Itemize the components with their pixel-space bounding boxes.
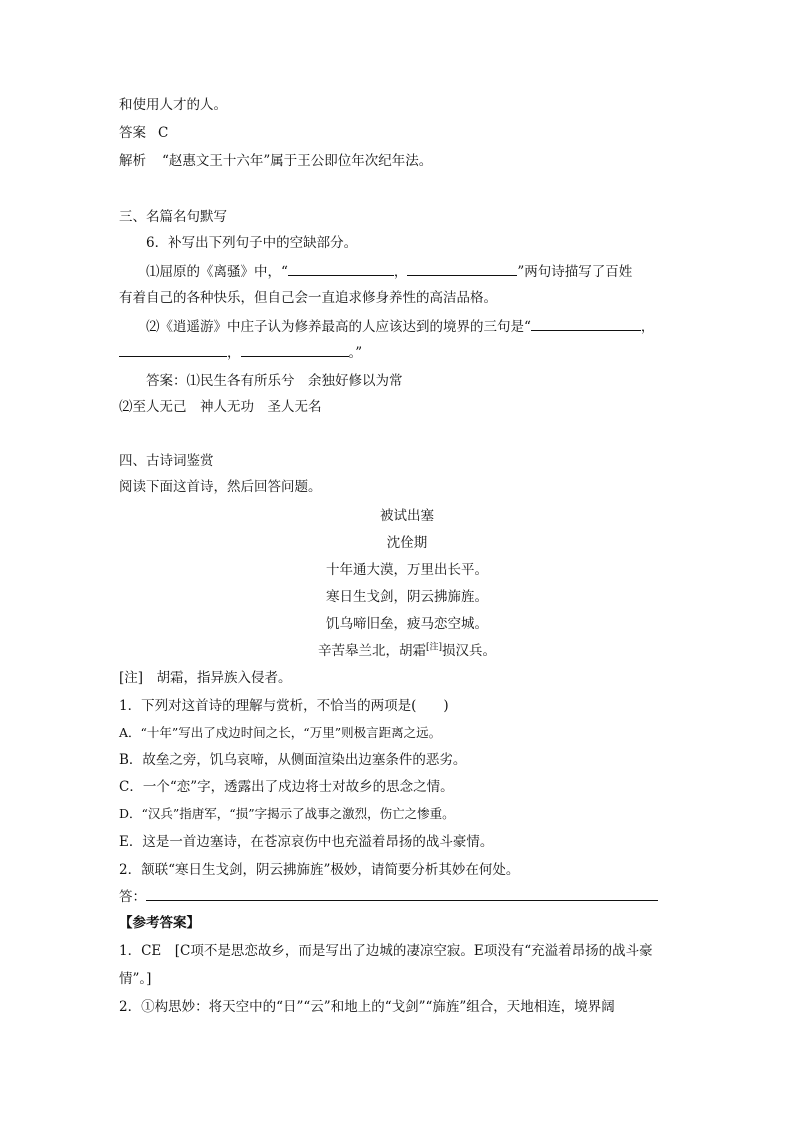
answer-blank[interactable] bbox=[146, 887, 658, 901]
option-e: E．这是一首边塞诗，在苍凉哀伤中也充溢着昂扬的战斗豪情。 bbox=[119, 834, 494, 850]
option-b: B．故垒之旁，饥乌哀啼，从侧面渲染出边塞条件的恶劣。 bbox=[119, 752, 467, 768]
fill-blank[interactable] bbox=[288, 262, 394, 276]
analysis-text: “赵惠文王十六年”属于王公即位年次纪年法。 bbox=[162, 153, 433, 169]
question-6-2-continued bbox=[119, 343, 362, 362]
reference-answer-1: 1．CE [C项不是思恋故乡，而是写出了边城的凄凉空寂。E项没有“充溢着昂扬的战斗豪 bbox=[119, 943, 653, 959]
fill-blank[interactable] bbox=[407, 262, 517, 276]
section-intro: 阅读下面这首诗，然后回答问题。 bbox=[119, 479, 322, 495]
q6-2-suffix: 。” bbox=[348, 345, 363, 361]
poem-line-part: 损汉兵。 bbox=[442, 643, 497, 659]
question-2: 2．颔联“寒日生戈剑，阴云拂旆旌”极妙，请简要分析其妙在何处。 bbox=[119, 862, 520, 878]
question-6: 6．补写出下列句子中的空缺部分。 bbox=[146, 235, 358, 251]
answer-line bbox=[119, 124, 168, 142]
poem-line: 饥乌啼旧垒，疲马恋空城。 bbox=[326, 616, 488, 632]
poem-title: 被试出塞 bbox=[380, 508, 434, 524]
reference-answer-2: 2．①构思妙：将天空中的“日”“云”和地上的“戈剑”“旆旌”组合，天地相连，境界阔 bbox=[119, 999, 615, 1015]
option-c: C．一个“恋”字，透露出了戍边将士对故乡的思念之情。 bbox=[119, 779, 454, 795]
answer-value: C bbox=[158, 125, 169, 141]
section-heading: 三、名篇名句默写 bbox=[119, 209, 227, 225]
q6-2-separator: ， bbox=[227, 345, 241, 361]
q6-2-prefix: ⑵《逍遥游》中庄子认为修养最高的人应该达到的境界的三句是“ bbox=[146, 319, 531, 335]
q6-1-separator: ， bbox=[393, 264, 408, 280]
fill-blank[interactable] bbox=[119, 343, 227, 357]
question-6-2 bbox=[146, 317, 654, 336]
answer-label: 答案 bbox=[119, 125, 146, 141]
question-1: 1．下列对这首诗的理解与赏析，不恰当的两项是( ) bbox=[119, 698, 449, 714]
poem-line-part: 辛苦皋兰北，胡霜 bbox=[317, 643, 426, 659]
reference-answer-1-continued: 情”。] bbox=[119, 971, 152, 987]
answer-prompt-line bbox=[119, 887, 658, 906]
q6-1-prefix: ⑴屈原的《离骚》中，“ bbox=[146, 264, 288, 280]
fill-blank[interactable] bbox=[241, 343, 349, 357]
q6-1-suffix: ”两句诗描写了百姓 bbox=[517, 264, 633, 280]
option-a: A．“十年”写出了戍边时间之长，“万里”则极言距离之远。 bbox=[119, 725, 442, 740]
footnote-marker: [注] bbox=[425, 642, 443, 653]
section-heading: 四、古诗词鉴赏 bbox=[119, 453, 214, 469]
option-d: D．“汉兵”指唐军，“损”字揭示了战事之激烈，伤亡之惨重。 bbox=[119, 806, 455, 821]
answer-prompt: 答： bbox=[119, 889, 146, 905]
poem-line bbox=[10, 642, 794, 660]
poem-line: 寒日生戈剑，阴云拂旆旌。 bbox=[326, 589, 488, 605]
poem-line: 十年通大漠，万里出长平。 bbox=[326, 562, 488, 578]
analysis-line bbox=[119, 152, 432, 170]
answer-line-2: ⑵至人无己 神人无功 圣人无名 bbox=[119, 399, 322, 415]
question-6-1-continued: 有着自己的各种快乐，但自己会一直追求修身养性的高洁品格。 bbox=[119, 290, 497, 306]
fill-blank[interactable] bbox=[531, 317, 641, 331]
continuation-line: 和使用人才的人。 bbox=[119, 97, 227, 113]
answer-line-1: 答案：⑴民生各有所乐兮 余独好修以为常 bbox=[146, 373, 403, 389]
poem-note: [注] 胡霜，指异族入侵者。 bbox=[119, 670, 292, 686]
q6-2-separator: ， bbox=[640, 319, 655, 335]
analysis-label: 解析 bbox=[119, 153, 146, 169]
reference-heading: 【参考答案】 bbox=[119, 915, 200, 931]
poem-author: 沈佺期 bbox=[386, 535, 428, 551]
question-6-1 bbox=[146, 262, 632, 281]
